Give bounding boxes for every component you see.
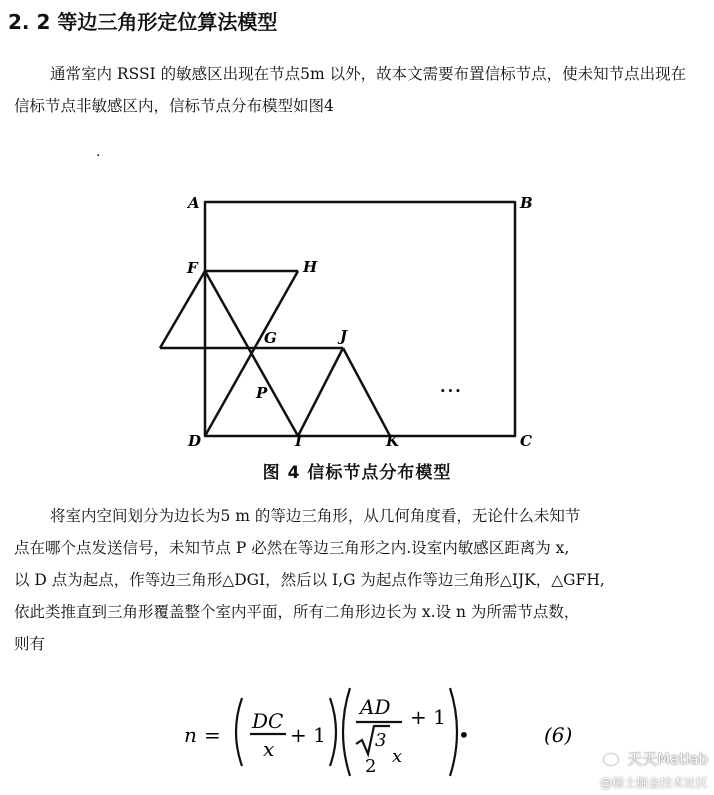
section-title: 等边三角形定位算法模型 bbox=[57, 10, 278, 34]
label-j: J bbox=[340, 327, 348, 345]
label-d: D bbox=[188, 432, 202, 448]
label-a: A bbox=[188, 194, 200, 212]
watermark-site: @稀土掘金技术社区 bbox=[599, 776, 708, 790]
line-j-k bbox=[343, 348, 390, 436]
paren-left-2 bbox=[343, 688, 350, 776]
equation-number: (6) bbox=[544, 723, 573, 747]
section-heading bbox=[8, 6, 277, 35]
beacon-distribution-figure bbox=[150, 188, 550, 448]
paren-left-1 bbox=[236, 698, 242, 766]
fraction-2-numerator: AD bbox=[360, 695, 391, 719]
paragraph-intro bbox=[14, 58, 700, 122]
wechat-icon bbox=[604, 754, 618, 765]
fraction-2-two: 2 bbox=[365, 756, 377, 777]
label-p: P bbox=[256, 384, 268, 402]
paragraph-line-5: 则有 bbox=[14, 635, 46, 653]
fraction-2-sqrt-value: 3 bbox=[375, 730, 387, 751]
equation-6 bbox=[170, 680, 600, 780]
line-i-j bbox=[298, 348, 343, 436]
section-number: 2. 2 bbox=[8, 10, 51, 34]
fraction-2-x: x bbox=[392, 746, 403, 767]
label-f: F bbox=[187, 259, 198, 277]
paragraph-line-3: 以 D 点为起点，作等边三角形△DGI，然后以 I,G 为起点作等边三角形△IJK，△GFH, bbox=[14, 571, 605, 589]
label-i: I bbox=[295, 432, 303, 448]
formula-equals: = bbox=[204, 723, 221, 747]
plus-one-1: + 1 bbox=[290, 723, 326, 747]
paren-right-2 bbox=[450, 688, 457, 776]
formula-lhs: n bbox=[184, 723, 197, 747]
formula-end-dot: • bbox=[458, 723, 470, 747]
paragraph-line-1: 将室内空间划分为边长为5 m 的等边三角形，从几何角度看，无论什么未知节 bbox=[50, 507, 581, 525]
label-b: B bbox=[520, 194, 533, 212]
paragraph-line-4: 依此类推直到三角形覆盖整个室内平面，所有二角形边长为 x.设 n 为所需节点数， bbox=[14, 603, 580, 621]
plus-one-2: + 1 bbox=[410, 705, 446, 729]
label-c: C bbox=[520, 432, 532, 448]
figure-ellipsis: ... bbox=[440, 377, 463, 396]
fraction-1-denominator: x bbox=[263, 737, 275, 761]
label-k: K bbox=[386, 432, 400, 448]
label-h: H bbox=[303, 258, 318, 276]
fraction-1-numerator: DC bbox=[252, 709, 284, 733]
paren-right-1 bbox=[330, 698, 336, 766]
stray-dot: . bbox=[96, 144, 101, 160]
figure-caption: 图 4 信标节点分布模型 bbox=[262, 463, 452, 483]
line-left-upper bbox=[160, 271, 205, 348]
paragraph-intro-text: 通常室内 RSSI 的敏感区出现在节点5m 以外，故本文需要布置信标节点，使未知节点出现在信标节点非敏感区内，信标节点分布模型如图4 bbox=[14, 65, 687, 115]
paragraph-method bbox=[14, 500, 700, 660]
watermark-brand-text: 天天Matlab bbox=[627, 750, 708, 768]
label-g: G bbox=[264, 329, 277, 347]
paragraph-line-2: 点在哪个点发送信号，未知节点 P 必然在等边三角形之内.设室内敏感区距离为 x, bbox=[14, 539, 570, 557]
watermark-brand bbox=[604, 748, 708, 769]
room-rectangle bbox=[205, 202, 515, 436]
